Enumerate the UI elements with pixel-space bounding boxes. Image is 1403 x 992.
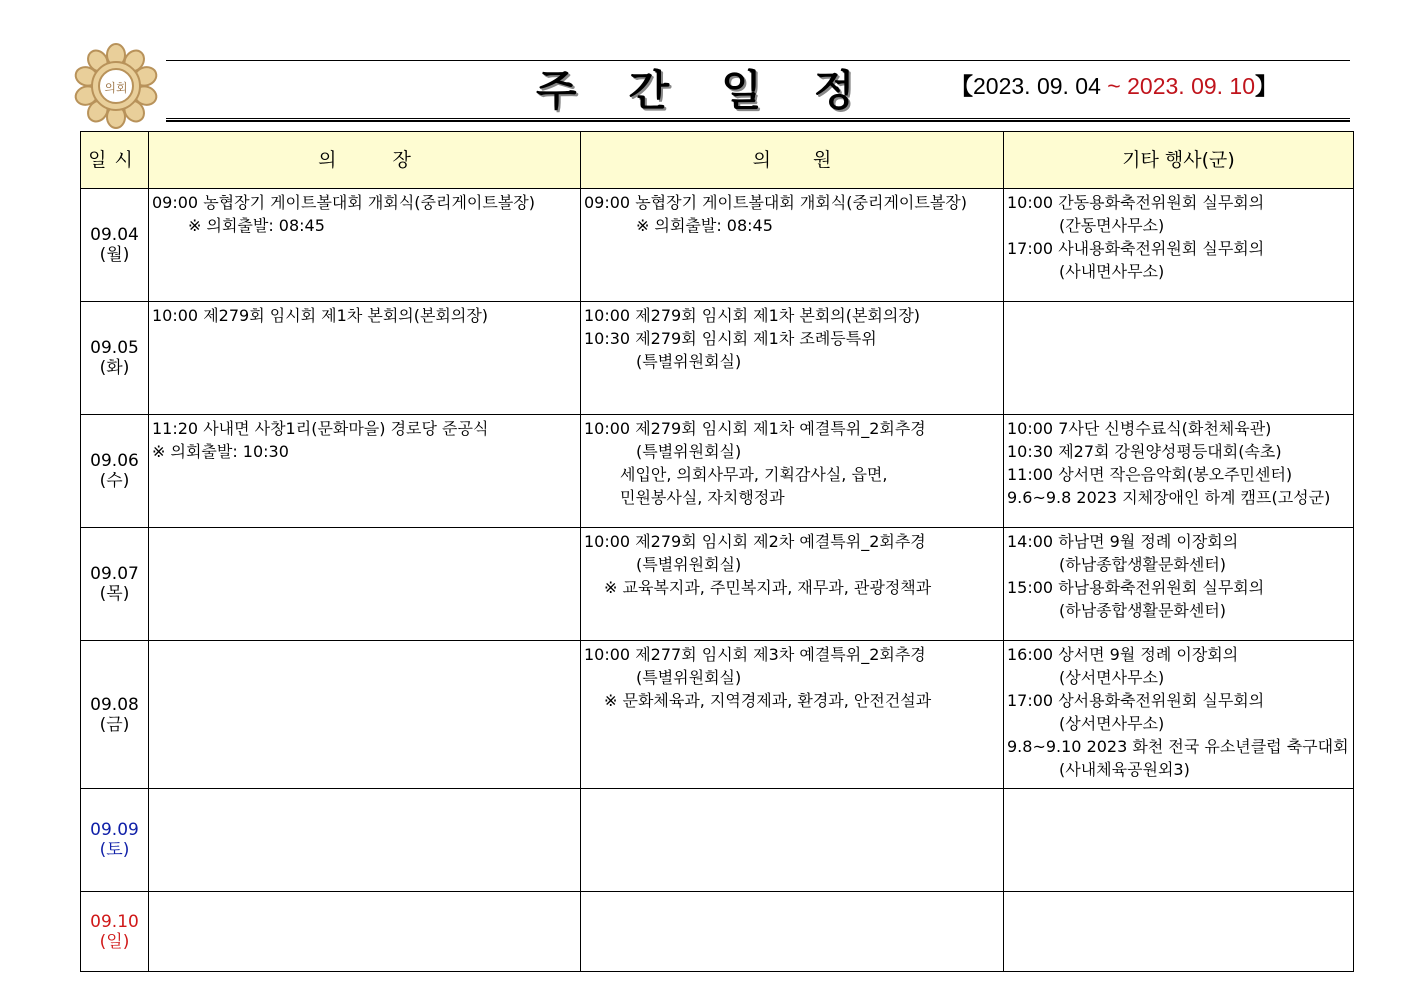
period-range — [950, 68, 1278, 101]
other-cell — [1004, 892, 1354, 972]
member-cell — [581, 641, 1004, 789]
period-start: 2023. 09. 04 — [973, 73, 1101, 99]
event-line: ※ 의회출발: 10:30 — [152, 442, 289, 461]
schedule-table — [80, 131, 1354, 972]
event-line: ※ 문화체육과, 지역경제과, 환경과, 안전건설과 — [604, 691, 932, 710]
other-cell — [1004, 302, 1354, 415]
chair-cell — [149, 528, 581, 641]
date-value: 09.09 — [90, 820, 139, 840]
table-row — [81, 415, 1354, 528]
event-line: 15:00 하남용화축전위원회 실무회의 — [1007, 578, 1265, 597]
table-row — [81, 189, 1354, 302]
header-member: 의 원 — [581, 132, 1004, 189]
event-line: (특별위원회실) — [636, 668, 742, 687]
table-row — [81, 789, 1354, 892]
event-line: 16:00 상서면 9월 정례 이장회의 — [1007, 645, 1239, 664]
chair-cell — [149, 789, 581, 892]
chair-cell — [149, 892, 581, 972]
event-line: 10:00 7사단 신병수료식(화천체육관) — [1007, 419, 1272, 438]
chair-cell — [149, 641, 581, 789]
table-row — [81, 302, 1354, 415]
date-cell — [81, 789, 149, 892]
date-value: 09.07 — [90, 564, 139, 584]
date-cell — [81, 892, 149, 972]
event-line: 14:00 하남면 9월 정례 이장회의 — [1007, 532, 1239, 551]
member-cell — [581, 528, 1004, 641]
event-line: (상서면사무소) — [1059, 714, 1165, 733]
period-end: 2023. 09. 10 — [1127, 73, 1256, 99]
date-value: 09.04 — [90, 225, 139, 245]
event-line: ※ 의회출발: 08:45 — [636, 216, 773, 235]
date-value: 09.05 — [90, 338, 139, 358]
day-of-week: (수) — [99, 471, 130, 491]
event-line: (사내면사무소) — [1059, 262, 1165, 281]
period-bracket-open: 【 — [950, 73, 973, 99]
event-line: 10:00 제279회 임시회 제1차 예결특위_2회추경 — [584, 419, 926, 438]
date-value: 09.10 — [90, 911, 139, 932]
member-cell — [581, 189, 1004, 302]
event-line: 17:00 사내용화축전위원회 실무회의 — [1007, 239, 1265, 258]
day-of-week: (금) — [99, 714, 130, 735]
event-line: 11:20 사내면 사창1리(문화마을) 경로당 준공식 — [152, 419, 489, 438]
other-cell — [1004, 415, 1354, 528]
event-line: (특별위원회실) — [636, 555, 742, 574]
table-row — [81, 528, 1354, 641]
event-line: ※ 교육복지과, 주민복지과, 재무과, 관광정책과 — [604, 578, 932, 597]
member-cell — [581, 415, 1004, 528]
chair-cell — [149, 189, 581, 302]
date-value: 09.06 — [90, 451, 139, 471]
event-line: 10:00 제277회 임시회 제3차 예결특위_2회추경 — [584, 645, 926, 664]
day-of-week: (화) — [99, 358, 130, 378]
member-cell — [581, 302, 1004, 415]
member-cell — [581, 789, 1004, 892]
event-line: 10:00 제279회 임시회 제1차 본회의(본회의장) — [584, 306, 921, 325]
other-cell — [1004, 641, 1354, 789]
period-bracket-close: 】 — [1255, 73, 1279, 99]
chair-cell — [149, 415, 581, 528]
date-cell — [81, 302, 149, 415]
event-line: 9.8~9.10 2023 화천 전국 유소년클럽 축구대회 — [1007, 737, 1349, 756]
event-line: (상서면사무소) — [1059, 668, 1165, 687]
event-line: 10:30 제279회 임시회 제1차 조례등특위 — [584, 329, 877, 348]
event-line: 10:00 간동용화축전위원회 실무회의 — [1007, 193, 1265, 212]
event-line: 09:00 농협장기 게이트볼대회 개회식(중리게이트볼장) — [152, 193, 535, 212]
date-cell — [81, 641, 149, 789]
day-of-week: (월) — [99, 245, 130, 265]
header-chair: 의 장 — [149, 132, 581, 189]
period-separator: ~ — [1100, 73, 1128, 99]
event-line: (간동면사무소) — [1059, 216, 1165, 235]
other-cell — [1004, 528, 1354, 641]
event-line: (하남종합생활문화센터) — [1059, 555, 1227, 574]
header-rule-bottom — [166, 118, 1350, 122]
event-line: 17:00 상서용화축전위원회 실무회의 — [1007, 691, 1265, 710]
other-cell — [1004, 189, 1354, 302]
emblem-text: 의회 — [104, 81, 128, 95]
table-row — [81, 892, 1354, 972]
day-of-week: (목) — [99, 584, 130, 604]
event-line: (사내체육공원외3) — [1059, 760, 1190, 779]
event-line: 세입안, 의회사무과, 기획감사실, 읍면, — [620, 465, 888, 484]
other-cell — [1004, 789, 1354, 892]
date-cell — [81, 415, 149, 528]
page-title: 주간일정 — [536, 66, 907, 115]
header-date: 일시 — [81, 132, 149, 189]
date-cell — [81, 189, 149, 302]
event-line: 10:00 제279회 임시회 제1차 본회의(본회의장) — [152, 306, 489, 325]
event-line: 09:00 농협장기 게이트볼대회 개회식(중리게이트볼장) — [584, 193, 967, 212]
event-line: 민원봉사실, 자치행정과 — [620, 488, 785, 507]
member-cell — [581, 892, 1004, 972]
date-cell — [81, 528, 149, 641]
day-of-week: (일) — [99, 931, 130, 952]
event-line: 10:30 제27회 강원양성평등대회(속초) — [1007, 442, 1282, 461]
table-row — [81, 641, 1354, 789]
chair-cell — [149, 302, 581, 415]
event-line: (특별위원회실) — [636, 352, 742, 371]
event-line: 9.6~9.8 2023 지체장애인 하계 캠프(고성군) — [1007, 488, 1331, 507]
council-emblem-icon — [70, 42, 162, 130]
date-value: 09.08 — [90, 694, 139, 715]
event-line: 11:00 상서면 작은음악회(봉오주민센터) — [1007, 465, 1293, 484]
event-line: (하남종합생활문화센터) — [1059, 601, 1227, 620]
event-line: (특별위원회실) — [636, 442, 742, 461]
day-of-week: (토) — [99, 840, 130, 860]
header-other: 기타 행사(군) — [1004, 132, 1354, 189]
table-header-row — [81, 132, 1354, 189]
event-line: 10:00 제279회 임시회 제2차 예결특위_2회추경 — [584, 532, 926, 551]
event-line: ※ 의회출발: 08:45 — [188, 216, 325, 235]
